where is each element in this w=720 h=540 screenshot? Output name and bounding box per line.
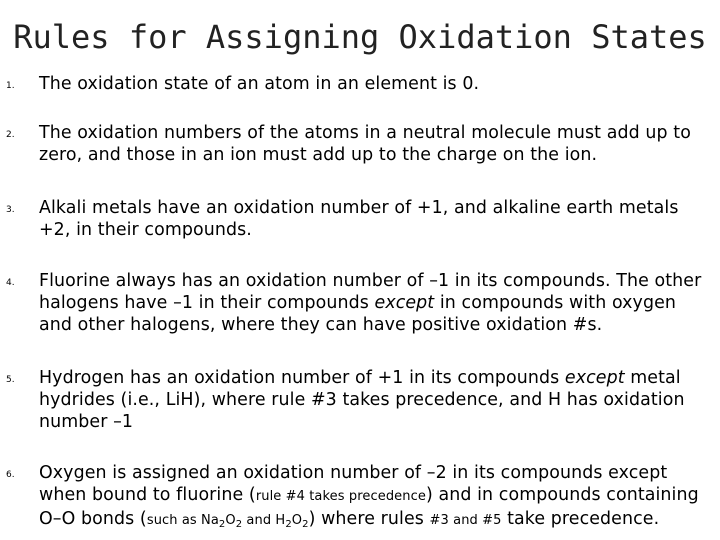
subscript: 2 <box>285 519 292 530</box>
rule-number: 2. <box>6 130 15 140</box>
rule-number: 3. <box>6 205 15 215</box>
rule-text-part: in compounds with oxygen and other halogens, where they can have positive oxidation #s. <box>39 293 677 335</box>
rule-text-part: ) where rules <box>308 509 430 529</box>
rule-text-part: metal hydrides (i.e., LiH), where rule #3 takes precedence, and H has oxidation number –1 <box>39 368 685 432</box>
subscript: 2 <box>235 519 243 530</box>
rule-number: 5. <box>6 375 15 385</box>
rule-text-part: Hydrogen has an oxidation number of +1 in its compounds <box>39 368 565 388</box>
subscript: 2 <box>218 519 226 530</box>
emphasis-text: except <box>564 368 625 388</box>
emphasis-text: except <box>374 293 435 313</box>
subscript: 2 <box>302 519 309 530</box>
rule-number: 6. <box>6 470 15 480</box>
rule-text <box>39 270 709 336</box>
small-note: such as Na <box>146 513 219 528</box>
rule-text-part: ) and in compounds containing O–O bonds ( <box>39 485 699 529</box>
rule-text: The oxidation numbers of the atoms in a neutral molecule must add up to zero, and those in an ion must add up to the charge on the ion. <box>39 123 691 165</box>
small-note: O <box>291 513 303 528</box>
rule-text: Alkali metals have an oxidation number of +1, and alkaline earth metals +2, in their compounds. <box>39 198 679 240</box>
rule-text <box>39 367 709 433</box>
rule-text <box>39 462 709 536</box>
rule-text-part: take precedence. <box>501 509 660 529</box>
rule-text-part: Oxygen is assigned an oxidation number of –2 in its compounds except when bound to fluorine ( <box>39 463 668 505</box>
rule-number: 1. <box>6 81 15 91</box>
rule-text-part: Fluorine always has an oxidation number of –1 in its compounds. The other halogens have –1 in their compounds <box>39 271 702 313</box>
small-note: and H <box>242 513 286 528</box>
rule-text: The oxidation state of an atom in an element is 0. <box>39 74 480 94</box>
small-note: #3 and #5 <box>429 513 502 528</box>
rule-number: 4. <box>6 278 15 288</box>
slide-title: Rules for Assigning Oxidation States <box>13 18 707 56</box>
small-note: rule #4 takes precedence <box>255 489 426 504</box>
small-note: O <box>225 513 236 528</box>
